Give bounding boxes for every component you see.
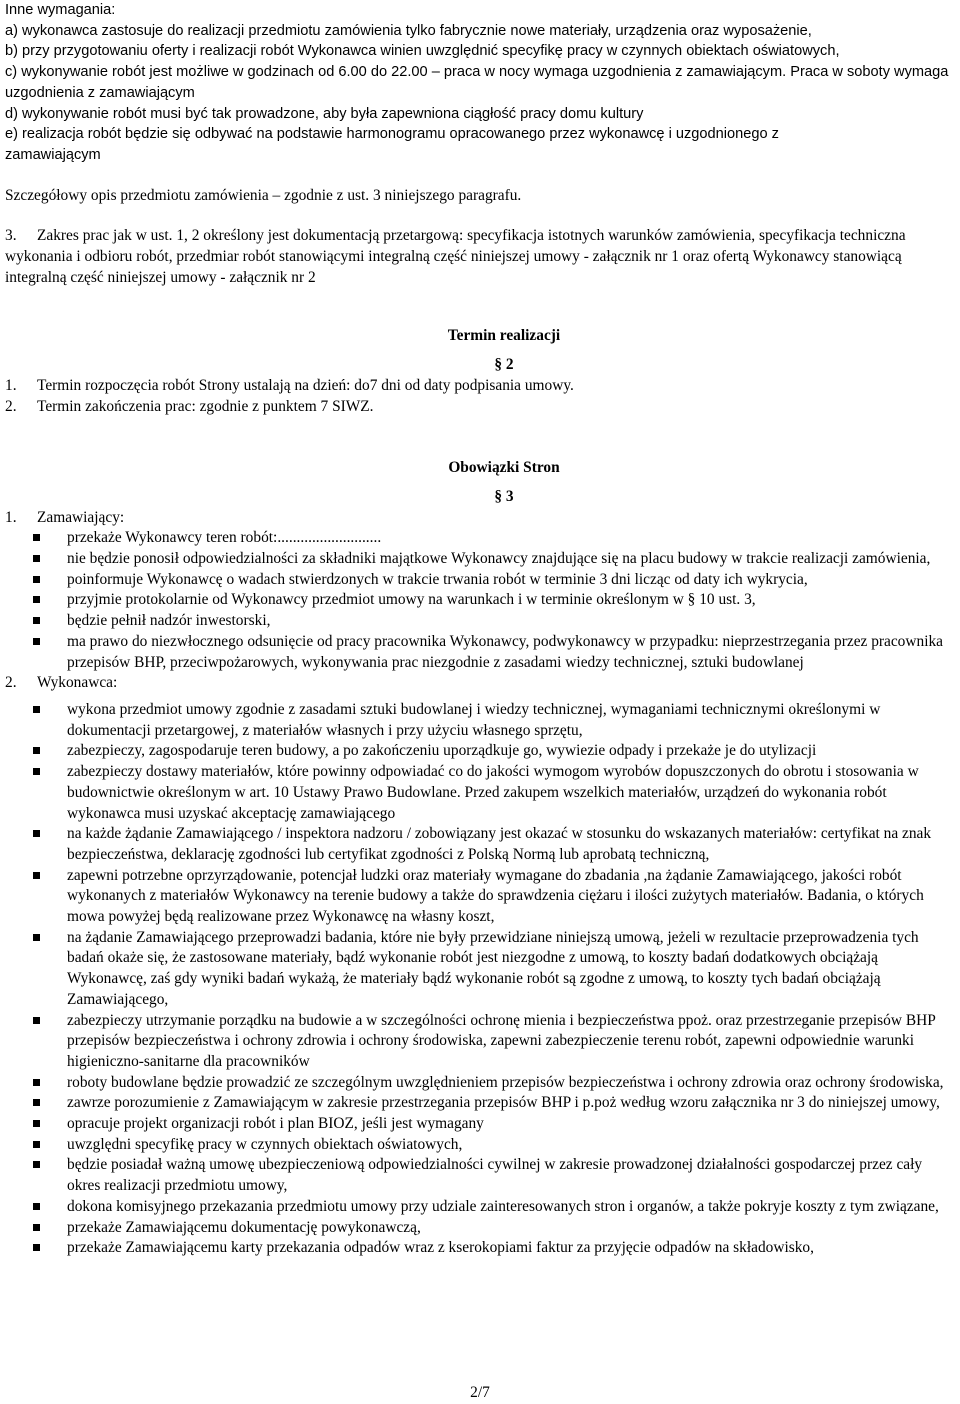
deadline-section: [5, 326, 955, 417]
detail-note: Szczegółowy opis przedmiotu zamówienia – zgodnie z ust. 3 niniejszego paragrafu.: [5, 186, 522, 204]
square-bullet-icon: [33, 872, 40, 879]
square-bullet-icon: [33, 617, 40, 624]
requirement-d: d) wykonywanie robót musi być tak prowadzone, aby była zapewniona ciągłość pracy domu kultury: [5, 105, 644, 122]
square-bullet-icon: [33, 596, 40, 603]
list-item: opracuje projekt organizacji robót i plan BIOZ, jeśli jest wymagany: [67, 1114, 955, 1135]
list-item: uwzględni specyfikę pracy w czynnych obiektach oświatowych,: [67, 1135, 955, 1156]
square-bullet-icon: [33, 747, 40, 754]
list-item: na każde żądanie Zamawiającego / inspektora nadzoru / zobowiązany jest okazać w stosunku do wskazanych materiałów: certyfikat na znak bezpieczeństwa, deklarację zgodności lub certyfikat zgodności z Polską Normą lub aprobatą techniczną,: [67, 824, 955, 865]
requirements-section: [5, 0, 955, 206]
square-bullet-icon: [33, 1161, 40, 1168]
deadline-item-1: 1. Termin rozpoczęcia robót Strony ustalają na dzień: do7 dni od daty podpisania umowy.: [5, 376, 574, 394]
list-item: roboty budowlane będzie prowadzić ze szczególnym uwzględnieniem przepisów bezpieczeństwa i ochrony zdrowia oraz ochrony środowiska,: [67, 1073, 955, 1094]
contractor-label: 2. Wykonawca:: [5, 674, 118, 692]
list-item: zabezpieczy utrzymanie porządku na budowie a w szczególności ochronę mienia i bezpieczeństwa ppoż. oraz przestrzeganie przepisów BHP przepisów bezpieczeństwa i ochrony zdrowia i ochrony środowiska, zapewni zabezpieczenie terenu robót, zapewni odpowiednie warunki higieniczno-sanitarne dla pracowników: [67, 1011, 955, 1073]
list-item: zabezpieczy dostawy materiałów, które powinny odpowiadać co do jakości wymogom wyrobów dopuszczonych do obrotu i stosowania w budownictwie określonym w art. 10 Ustawy Prawo Budowlane. Przed zakupem wszelkich materiałów, urządzeń do wykonania robót wykonawca musi uzyskać akceptację zamawiającego: [67, 762, 955, 824]
square-bullet-icon: [33, 1120, 40, 1127]
list-item: przekaże Zamawiającemu karty przekazania odpadów wraz z kserokopiami faktur za przyjęcie odpadów na składowisko,: [67, 1238, 955, 1259]
square-bullet-icon: [33, 768, 40, 775]
deadline-heading: Termin realizacji: [447, 327, 561, 345]
square-bullet-icon: [33, 706, 40, 713]
square-bullet-icon: [33, 576, 40, 583]
list-item: będzie pełnił nadzór inwestorski,: [67, 611, 955, 632]
requirement-e: e) realizacja robót będzie się odbywać na podstawie harmonogramu opracowanego przez wykonawcę i uzgodnionego z zamawiającym: [5, 126, 779, 163]
scope-paragraph: [5, 226, 955, 288]
document-page: [5, 0, 955, 1259]
page-number: 2/7: [470, 1384, 490, 1401]
square-bullet-icon: [33, 1079, 40, 1086]
client-label: 1. Zamawiający:: [5, 508, 125, 526]
list-item: zabezpieczy, zagospodaruje teren budowy, a po zakończeniu uporządkuje go, wywiezie odpady i przekaże je do utylizacji: [67, 741, 955, 762]
square-bullet-icon: [33, 534, 40, 541]
list-item: dokona komisyjnego przekazania przedmiotu umowy przy udziale zainteresowanych stron i organów, a także pokryje koszty z tym związane,: [67, 1197, 955, 1218]
contractor-duties-list: [5, 700, 955, 1259]
scope-number: 3.: [5, 227, 17, 245]
square-bullet-icon: [33, 1141, 40, 1148]
square-bullet-icon: [33, 638, 40, 645]
list-item: przekaże Zamawiającemu dokumentację powykonawczą,: [67, 1218, 955, 1239]
list-item: przekaże Wykonawcy teren robót:...........................: [67, 528, 955, 549]
list-item: na żądanie Zamawiającego przeprowadzi badania, które nie były przewidziane niniejszą umową, jeżeli w rezultacie przeprowadzenia tych badań okaże się, że zastosowane materiały, bądź wykonanie robót jest niezgodne z umową, to koszty badań dodatkowych obciążają Wykonawcę, zaś gdy wyniki badań wykażą, że materiały bądź wykonanie robót są zgodne z umową, to koszty tych badań obciążają Zamawiającego,: [67, 928, 955, 1011]
requirement-a: a) wykonawca zastosuje do realizacji przedmiotu zamówienia tylko fabrycznie nowe materiały, urządzenia oraz wyposażenie,: [5, 22, 812, 39]
square-bullet-icon: [33, 934, 40, 941]
square-bullet-icon: [33, 1203, 40, 1210]
square-bullet-icon: [33, 1017, 40, 1024]
deadline-paragraph-mark: § 2: [494, 356, 514, 374]
list-item: zawrze porozumienie z Zamawiającym w zakresie przestrzegania przepisów BHP i p.poż według wzoru załącznika nr 3 do niniejszej umowy,: [67, 1093, 955, 1114]
list-item: poinformuje Wykonawcę o wadach stwierdzonych w trakcie trwania robót w terminie 3 dni licząc od daty ich wykrycia,: [67, 570, 955, 591]
duties-heading: Obowiązki Stron: [448, 459, 560, 477]
duties-paragraph-mark: § 3: [494, 487, 514, 505]
list-item: zapewni potrzebne oprzyrządowanie, potencjał ludzki oraz materiały wymagane do zbadania ,na żądanie Zamawiającego, jakości robót wykonanych z materiałów Wykonawcy na terenie budowy a także do sprawdzenia ciężaru i ilości zużytych materiałów. Badania, o których mowa powyżej będą realizowane przez Wykonawcę na własny koszt,: [67, 866, 955, 928]
square-bullet-icon: [33, 1224, 40, 1231]
client-duties-list: [5, 528, 955, 673]
square-bullet-icon: [33, 1099, 40, 1106]
square-bullet-icon: [33, 830, 40, 837]
list-item: nie będzie ponosił odpowiedzialności za składniki majątkowe Wykonawcy znajdujące się na placu budowy w trakcie realizacji zamówienia,: [67, 549, 955, 570]
scope-text: Zakres prac jak w ust. 1, 2 określony jest dokumentacją przetargową: specyfikacja istotnych warunków zamówienia, specyfikacja techniczna wykonania i odbioru robót, przedmiar robót stanowiącymi integralną część niniejszej umowy - załącznik nr 1 oraz ofertą Wykonawcy stanowiącą integralną część niniejszej umowy - załącznik nr 2: [5, 227, 906, 286]
list-item: przyjmie protokolarnie od Wykonawcy przedmiot umowy na warunkach i w terminie określonym w § 10 ust. 3,: [67, 590, 955, 611]
deadline-item-2: 2. Termin zakończenia prac: zgodnie z punktem 7 SIWZ.: [5, 397, 374, 415]
requirement-b: b) przy przygotowaniu oferty i realizacji robót Wykonawca winien uwzględnić specyfikę pracy w czynnych obiektach oświatowych,: [5, 43, 840, 60]
list-item: wykona przedmiot umowy zgodnie z zasadami sztuki budowlanej i wiedzy technicznej, wymaganiami technicznymi określonymi w dokumentacji przetargowej, z materiałów własnych i przy użyciu własnego sprzętu,: [67, 700, 955, 741]
list-item: będzie posiadał ważną umowę ubezpieczeniową odpowiedzialności cywilnej w zakresie prowadzonej działalności gospodarczej przez cały okres realizacji przedmiotu umowy,: [67, 1155, 955, 1196]
square-bullet-icon: [33, 555, 40, 562]
requirement-c: c) wykonywanie robót jest możliwe w godzinach od 6.00 do 22.00 – praca w nocy wymaga uzgodnienia z zamawiającym. Praca w soboty wymaga uzgodnienia z zamawiającym: [5, 64, 949, 101]
duties-section: [5, 458, 955, 1259]
square-bullet-icon: [33, 1244, 40, 1251]
requirements-title: Inne wymagania:: [5, 2, 116, 18]
list-item: ma prawo do niezwłocznego odsunięcie od pracy pracownika Wykonawcy, podwykonawcy w przypadku: nieprzestrzegania przez pracownika przepisów BHP, przeciwpożarowych, wykonywania prac niezgodnie z zasadami wiedzy technicznej, sztuki budowlanej: [67, 632, 955, 673]
